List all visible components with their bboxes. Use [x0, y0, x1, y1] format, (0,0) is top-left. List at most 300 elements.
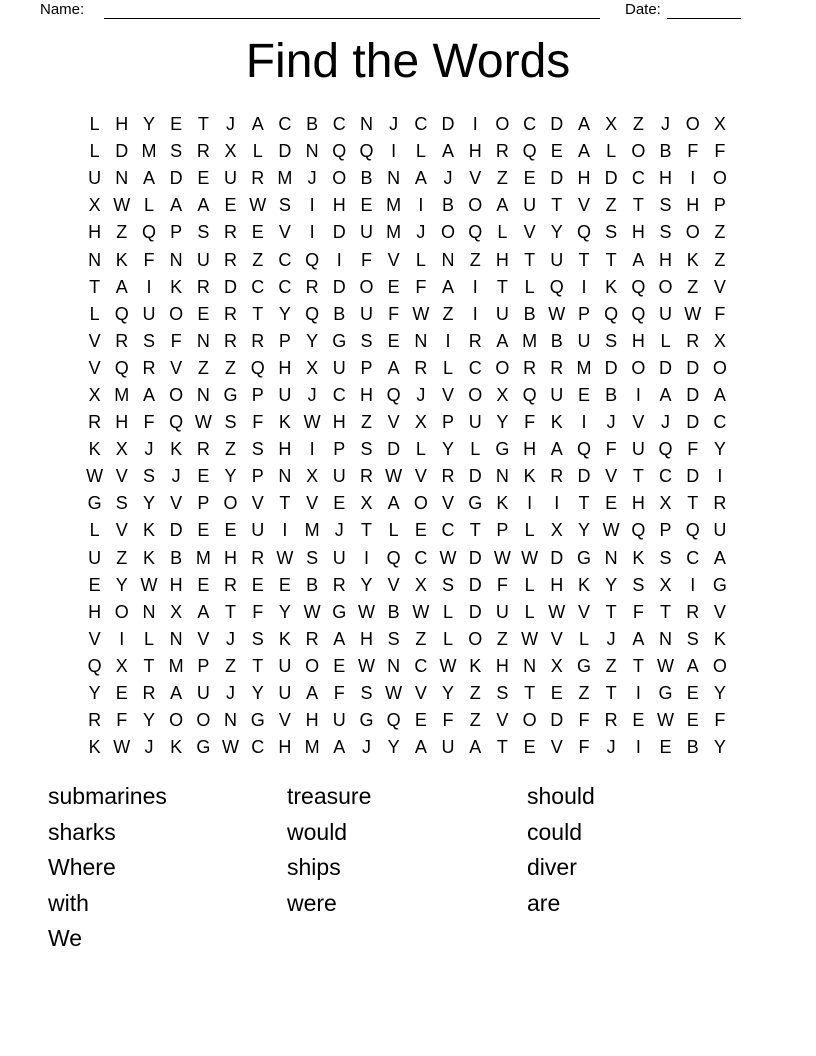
grid-cell: T	[197, 114, 209, 135]
grid-cell: R	[359, 466, 373, 487]
grid-cell: I	[472, 303, 478, 324]
grid-cell: Z	[116, 222, 128, 243]
grid-cell: N	[169, 249, 183, 270]
grid-cell: H	[495, 249, 509, 270]
grid-cell: A	[550, 439, 563, 460]
grid-cell: I	[635, 384, 641, 405]
grid-cell: J	[144, 737, 154, 758]
grid-cell: T	[632, 655, 644, 676]
grid-cell: H	[659, 249, 673, 270]
grid-cell: P	[713, 195, 726, 216]
grid-cell: L	[89, 520, 100, 541]
grid-cell: E	[550, 141, 563, 162]
grid-cell: Y	[713, 439, 726, 460]
grid-cell: E	[414, 710, 427, 731]
grid-cell: R	[142, 683, 156, 704]
grid-cell: D	[332, 276, 346, 297]
grid-cell: R	[142, 357, 156, 378]
grid-cell: T	[496, 737, 508, 758]
grid-cell: L	[415, 249, 426, 270]
grid-cell: Q	[631, 520, 646, 541]
grid-cell: P	[197, 493, 210, 514]
grid-cell: W	[412, 601, 430, 622]
grid-cell: V	[387, 249, 400, 270]
grid-cell: H	[659, 168, 673, 189]
grid-cell: H	[550, 574, 564, 595]
grid-cell: J	[171, 466, 181, 487]
grid-cell: Z	[225, 357, 237, 378]
grid-cell: C	[468, 357, 482, 378]
grid-cell: A	[577, 141, 590, 162]
grid-cell: L	[524, 520, 535, 541]
grid-cell: D	[387, 439, 401, 460]
grid-cell: V	[550, 628, 563, 649]
grid-cell: I	[717, 466, 723, 487]
grid-cell: Z	[605, 655, 617, 676]
grid-cell: T	[89, 276, 101, 297]
grid-cell: K	[170, 439, 183, 460]
grid-cell: H	[359, 628, 373, 649]
grid-cell: N	[278, 466, 292, 487]
grid-cell: B	[333, 303, 346, 324]
grid-cell: Y	[442, 439, 455, 460]
grid-cell: Z	[116, 547, 128, 568]
grid-cell: D	[468, 574, 482, 595]
grid-cell: G	[332, 330, 347, 351]
grid-cell: U	[468, 412, 482, 433]
grid-cell: Z	[469, 710, 481, 731]
grid-cell: O	[522, 710, 537, 731]
grid-cell: E	[170, 114, 183, 135]
grid-cell: G	[495, 439, 510, 460]
grid-row	[81, 626, 734, 653]
grid-cell: V	[278, 222, 291, 243]
grid-cell: X	[713, 330, 726, 351]
grid-cell: K	[170, 737, 183, 758]
grid-cell: S	[278, 195, 291, 216]
grid-cell: E	[197, 466, 210, 487]
grid-cell: V	[414, 683, 427, 704]
grid-cell: E	[686, 710, 699, 731]
grid-cell: U	[713, 520, 727, 541]
grid-cell: W	[412, 303, 430, 324]
grid-cell: T	[605, 249, 617, 270]
grid-row	[81, 111, 734, 138]
grid-cell: E	[333, 493, 346, 514]
grid-cell: L	[660, 330, 671, 351]
grid-cell: C	[414, 114, 428, 135]
grid-cell: A	[414, 737, 427, 758]
grid-cell: C	[441, 520, 455, 541]
grid-cell: U	[332, 357, 346, 378]
grid-cell: G	[223, 384, 238, 405]
grid-cell: T	[252, 303, 264, 324]
grid-cell: X	[306, 357, 319, 378]
grid-row	[81, 192, 734, 219]
grid-cell: U	[495, 303, 509, 324]
grid-cell: R	[251, 547, 265, 568]
grid-cell: D	[468, 466, 482, 487]
grid-cell: E	[686, 683, 699, 704]
grid-cell: O	[169, 384, 184, 405]
grid-cell: U	[224, 168, 238, 189]
grid-cell: Q	[250, 357, 265, 378]
grid-cell: Y	[224, 466, 237, 487]
grid-cell: F	[143, 249, 155, 270]
grid-cell: R	[686, 330, 700, 351]
grid-cell: H	[332, 412, 346, 433]
word-list-item: could	[527, 818, 582, 845]
grid-cell: R	[604, 710, 618, 731]
grid-cell: Y	[278, 601, 291, 622]
grid-cell: R	[251, 168, 265, 189]
grid-cell: F	[578, 710, 590, 731]
grid-cell: J	[226, 114, 236, 135]
grid-row	[81, 301, 734, 328]
grid-cell: Y	[577, 520, 590, 541]
grid-cell: Y	[360, 574, 373, 595]
grid-cell: E	[251, 222, 264, 243]
grid-cell: S	[605, 330, 618, 351]
grid-cell: K	[142, 520, 155, 541]
grid-cell: L	[524, 601, 535, 622]
grid-cell: O	[495, 114, 510, 135]
grid-cell: U	[88, 168, 102, 189]
grid-cell: J	[226, 683, 236, 704]
grid-cell: K	[278, 412, 291, 433]
grid-cell: F	[687, 439, 699, 460]
grid-cell: E	[224, 520, 237, 541]
grid-cell: A	[197, 601, 210, 622]
grid-cell: F	[605, 439, 617, 460]
grid-cell: Q	[359, 141, 374, 162]
grid-cell: I	[554, 493, 560, 514]
grid-cell: B	[442, 195, 455, 216]
grid-cell: Q	[604, 303, 619, 324]
grid-cell: F	[388, 303, 400, 324]
grid-cell: Z	[442, 303, 454, 324]
grid-cell: F	[360, 249, 372, 270]
grid-cell: K	[713, 628, 726, 649]
grid-cell: Q	[114, 303, 129, 324]
grid-cell: W	[303, 412, 321, 433]
word-search-grid	[81, 111, 734, 761]
grid-cell: N	[441, 249, 455, 270]
grid-cell: O	[658, 276, 673, 297]
grid-row	[81, 355, 734, 382]
grid-cell: L	[497, 222, 508, 243]
grid-cell: B	[686, 737, 699, 758]
grid-cell: L	[143, 628, 154, 649]
grid-cell: V	[197, 628, 210, 649]
grid-cell: W	[521, 628, 539, 649]
grid-cell: W	[657, 655, 675, 676]
grid-cell: Z	[605, 195, 617, 216]
date-fill-line	[667, 1, 741, 19]
grid-cell: I	[472, 276, 478, 297]
grid-cell: D	[577, 466, 591, 487]
grid-cell: I	[119, 628, 125, 649]
word-list	[0, 779, 816, 959]
grid-cell: I	[309, 195, 315, 216]
grid-cell: Q	[386, 384, 401, 405]
grid-cell: Y	[442, 683, 455, 704]
grid-cell: Z	[360, 412, 372, 433]
grid-cell: S	[142, 330, 155, 351]
grid-cell: T	[279, 493, 291, 514]
grid-cell: A	[251, 114, 264, 135]
grid-cell: A	[115, 276, 128, 297]
grid-cell: T	[524, 249, 536, 270]
grid-cell: I	[418, 195, 424, 216]
grid-cell: B	[523, 303, 536, 324]
grid-cell: M	[522, 330, 538, 351]
grid-cell: E	[88, 574, 101, 595]
grid-cell: T	[551, 195, 563, 216]
grid-cell: L	[89, 141, 100, 162]
grid-cell: T	[143, 655, 155, 676]
grid-cell: I	[282, 520, 288, 541]
grid-row	[81, 463, 734, 490]
grid-cell: F	[578, 737, 590, 758]
grid-cell: T	[660, 601, 672, 622]
grid-cell: Q	[576, 439, 591, 460]
grid-cell: V	[550, 737, 563, 758]
grid-cell: K	[170, 276, 183, 297]
word-list-item: treasure	[287, 783, 372, 809]
grid-cell: V	[414, 466, 427, 487]
grid-cell: X	[170, 601, 183, 622]
grid-cell: J	[307, 168, 317, 189]
grid-cell: B	[605, 384, 618, 405]
grid-cell: H	[224, 547, 238, 568]
grid-cell: S	[197, 222, 210, 243]
grid-cell: T	[252, 655, 264, 676]
grid-cell: H	[359, 384, 373, 405]
grid-row	[81, 517, 734, 544]
grid-cell: K	[550, 412, 563, 433]
grid-cell: H	[115, 412, 129, 433]
grid-cell: G	[332, 601, 347, 622]
grid-row	[81, 653, 734, 680]
grid-cell: W	[521, 547, 539, 568]
grid-cell: D	[115, 141, 129, 162]
grid-cell: N	[115, 168, 129, 189]
grid-cell: W	[357, 601, 375, 622]
grid-cell: P	[360, 357, 373, 378]
word-list-item: are	[527, 889, 561, 916]
grid-row	[81, 707, 734, 734]
grid-cell: A	[577, 114, 590, 135]
grid-cell: J	[606, 737, 616, 758]
grid-cell: F	[714, 710, 726, 731]
grid-cell: X	[306, 466, 319, 487]
grid-cell: T	[524, 683, 536, 704]
grid-cell: S	[360, 683, 373, 704]
grid-cell: O	[712, 168, 727, 189]
grid-cell: Z	[632, 114, 644, 135]
grid-cell: N	[88, 249, 102, 270]
grid-cell: R	[196, 276, 210, 297]
grid-cell: U	[550, 249, 564, 270]
grid-cell: D	[169, 168, 183, 189]
grid-cell: L	[524, 574, 535, 595]
grid-cell: C	[332, 384, 346, 405]
grid-cell: H	[468, 141, 482, 162]
grid-cell: X	[550, 520, 563, 541]
name-fill-line	[104, 1, 600, 19]
grid-cell: R	[224, 222, 238, 243]
grid-cell: Z	[496, 628, 508, 649]
grid-cell: W	[439, 547, 457, 568]
grid-row	[81, 328, 734, 355]
grid-cell: J	[389, 114, 399, 135]
grid-cell: Z	[469, 249, 481, 270]
grid-cell: D	[686, 466, 700, 487]
grid-cell: J	[144, 439, 154, 460]
grid-cell: V	[442, 493, 455, 514]
grid-cell: O	[114, 601, 129, 622]
grid-cell: C	[414, 547, 428, 568]
grid-cell: U	[278, 384, 292, 405]
grid-cell: B	[306, 574, 319, 595]
grid-cell: Q	[468, 222, 483, 243]
grid-cell: S	[496, 683, 509, 704]
grid-cell: X	[550, 655, 563, 676]
grid-row	[81, 490, 734, 517]
grid-cell: O	[468, 384, 483, 405]
grid-cell: O	[332, 168, 347, 189]
grid-cell: O	[468, 628, 483, 649]
grid-cell: E	[197, 168, 210, 189]
grid-cell: T	[360, 520, 372, 541]
grid-cell: B	[387, 601, 400, 622]
grid-cell: A	[306, 683, 319, 704]
grid-cell: N	[604, 547, 618, 568]
grid-cell: Q	[141, 222, 156, 243]
grid-cell: O	[468, 195, 483, 216]
grid-cell: E	[360, 195, 373, 216]
grid-cell: A	[686, 655, 699, 676]
grid-cell: I	[581, 412, 587, 433]
grid-cell: H	[169, 574, 183, 595]
grid-cell: K	[496, 493, 509, 514]
grid-cell: G	[576, 655, 591, 676]
grid-cell: S	[360, 330, 373, 351]
grid-cell: E	[632, 710, 645, 731]
grid-cell: P	[577, 303, 590, 324]
grid-cell: N	[305, 141, 319, 162]
grid-cell: D	[169, 520, 183, 541]
grid-cell: T	[578, 249, 590, 270]
grid-cell: B	[360, 168, 373, 189]
grid-cell: R	[224, 574, 238, 595]
page-title: Find the Words	[245, 35, 571, 88]
grid-cell: E	[523, 737, 536, 758]
grid-cell: C	[278, 114, 292, 135]
grid-cell: E	[115, 683, 128, 704]
grid-cell: A	[442, 141, 455, 162]
grid-cell: O	[495, 357, 510, 378]
grid-cell: J	[661, 114, 671, 135]
grid-cell: Z	[714, 249, 726, 270]
grid-cell: W	[548, 303, 566, 324]
grid-cell: A	[414, 168, 427, 189]
grid-cell: X	[659, 574, 672, 595]
grid-cell: H	[332, 195, 346, 216]
word-list-item: submarines	[48, 783, 167, 809]
grid-cell: T	[578, 493, 590, 514]
grid-cell: B	[170, 547, 183, 568]
grid-cell: O	[712, 357, 727, 378]
grid-cell: M	[386, 195, 402, 216]
grid-cell: N	[224, 710, 238, 731]
grid-cell: S	[251, 628, 264, 649]
grid-cell: D	[468, 601, 482, 622]
grid-cell: E	[197, 303, 210, 324]
grid-cell: R	[88, 710, 102, 731]
grid-cell: X	[713, 114, 726, 135]
grid-cell: Z	[197, 357, 209, 378]
grid-cell: R	[550, 357, 564, 378]
grid-cell: H	[631, 330, 645, 351]
grid-cell: U	[88, 547, 102, 568]
grid-row	[81, 599, 734, 626]
grid-cell: V	[88, 357, 101, 378]
grid-row	[81, 246, 734, 273]
grid-cell: T	[632, 466, 644, 487]
grid-cell: V	[713, 601, 726, 622]
grid-cell: V	[577, 601, 590, 622]
grid-cell: E	[577, 384, 590, 405]
grid-cell: J	[416, 222, 426, 243]
grid-row	[81, 545, 734, 572]
grid-cell: E	[197, 520, 210, 541]
grid-cell: S	[170, 141, 183, 162]
grid-cell: P	[496, 520, 509, 541]
grid-cell: O	[712, 655, 727, 676]
grid-cell: I	[336, 249, 342, 270]
grid-row	[81, 436, 734, 463]
grid-cell: C	[332, 114, 346, 135]
grid-cell: G	[196, 737, 211, 758]
grid-cell: K	[523, 466, 536, 487]
grid-cell: Z	[496, 168, 508, 189]
grid-cell: H	[495, 655, 509, 676]
word-list-column	[48, 779, 167, 957]
grid-cell: J	[443, 168, 453, 189]
grid-cell: V	[170, 357, 183, 378]
grid-cell: W	[276, 547, 294, 568]
grid-cell: U	[550, 384, 564, 405]
grid-cell: X	[659, 493, 672, 514]
grid-cell: A	[197, 195, 210, 216]
grid-cell: R	[196, 141, 210, 162]
grid-cell: P	[251, 466, 264, 487]
grid-cell: G	[87, 493, 102, 514]
grid-cell: W	[140, 574, 158, 595]
grid-cell: O	[305, 655, 320, 676]
grid-cell: O	[441, 222, 456, 243]
grid-cell: Q	[87, 655, 102, 676]
grid-cell: V	[632, 412, 645, 433]
grid-cell: P	[197, 655, 210, 676]
grid-row	[81, 138, 734, 165]
grid-cell: X	[414, 574, 427, 595]
grid-cell: D	[278, 141, 292, 162]
grid-cell: U	[332, 710, 346, 731]
grid-cell: M	[304, 737, 320, 758]
